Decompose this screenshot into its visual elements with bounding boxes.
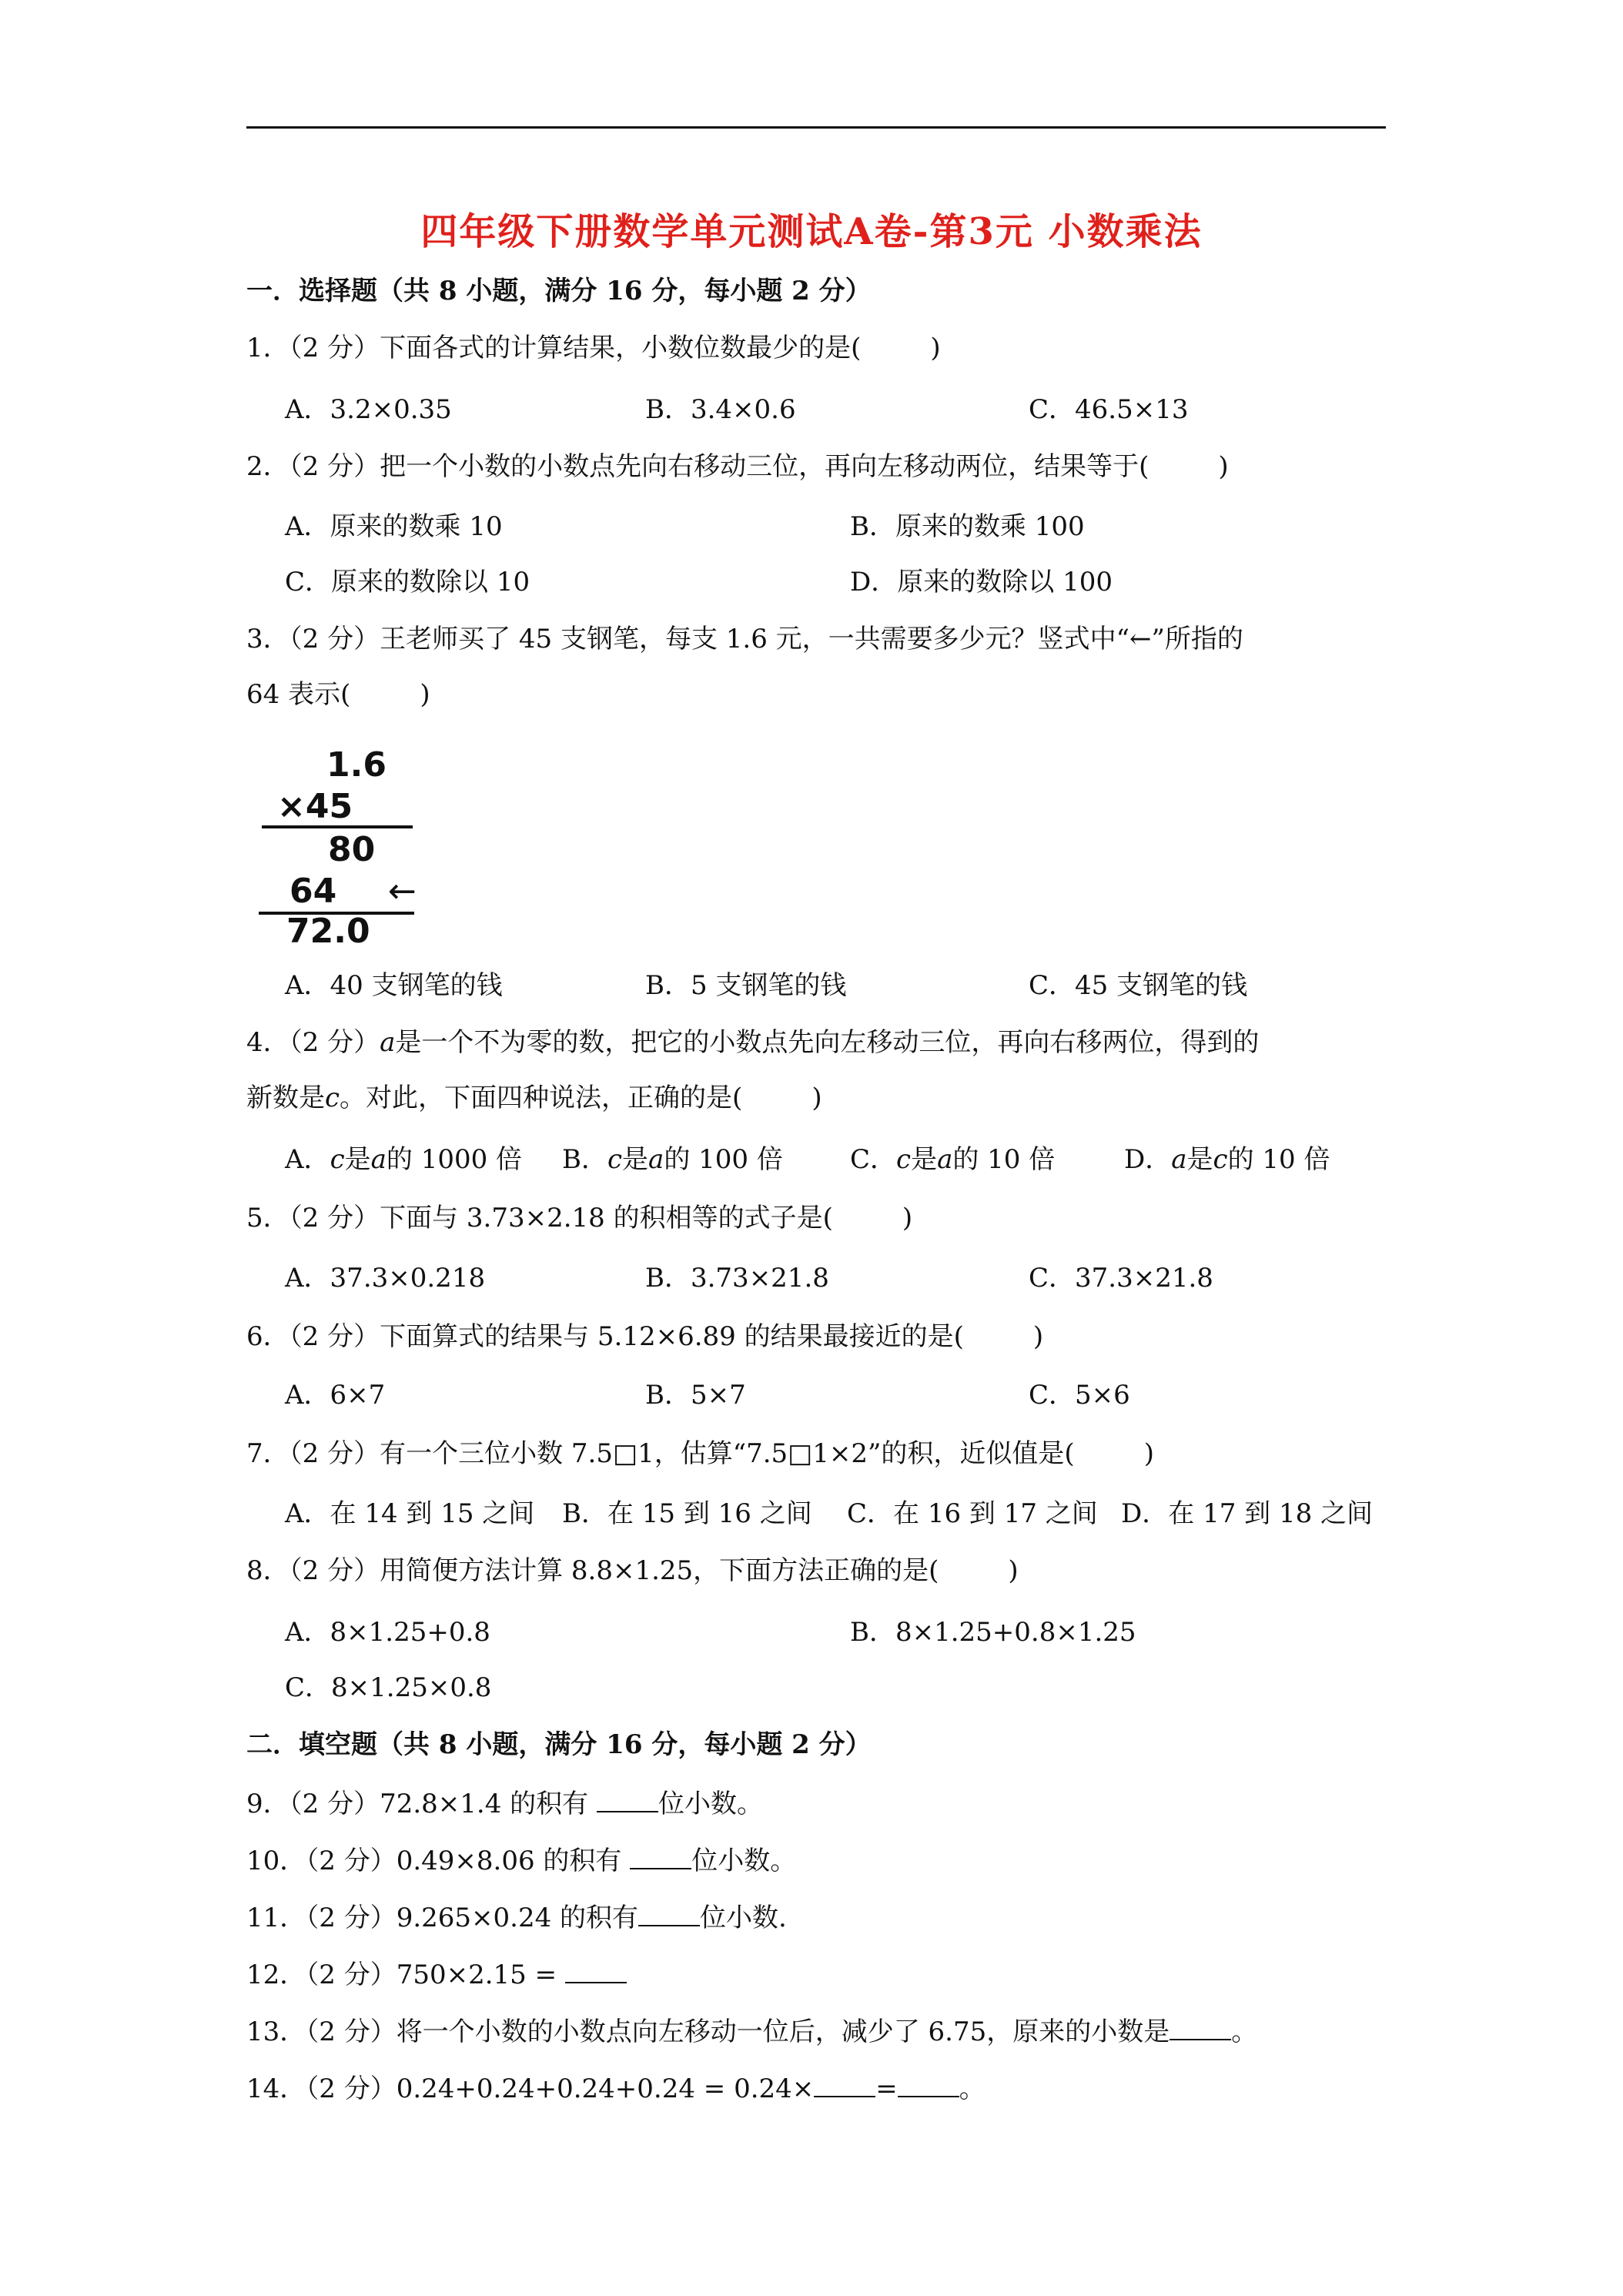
q4-option-d[interactable]: D．a是c的 10 倍 [1124,1144,1330,1175]
answer-blank[interactable] [565,1956,627,1983]
section-1-heading: 一．选择题（共 8 小题，满分 16 分，每小题 2 分） [246,276,872,306]
q4-option-b[interactable]: B．c是a的 100 倍 [562,1144,783,1175]
answer-blank[interactable] [597,1785,658,1812]
q6-option-c[interactable]: C．5×6 [1029,1380,1130,1411]
fig-product: 72.0 [286,912,370,949]
q7-option-c[interactable]: C．在 16 到 17 之间 [847,1498,1098,1529]
question-6: 6．（2 分）下面算式的结果与 5.12×6.89 的结果最接近的是( ) [246,1321,1044,1352]
answer-blank[interactable] [898,2070,959,2097]
arrow-icon: ← [388,872,417,911]
question-14: 14．（2 分）0.24+0.24+0.24+0.24 = 0.24× = 。 [246,2070,986,2106]
question-13: 13．（2 分）将一个小数的小数点向左移动一位后，减少了 6.75，原来的小数是 。 [246,2013,1257,2049]
q7-option-d[interactable]: D．在 17 到 18 之间 [1121,1498,1374,1529]
q1-option-b[interactable]: B．3.4×0.6 [645,394,796,425]
answer-blank[interactable] [638,1899,700,1926]
q4-option-c[interactable]: C．c是a的 10 倍 [850,1144,1056,1175]
question-1: 1．（2 分）下面各式的计算结果，小数位数最少的是( ) [246,333,941,363]
answer-blank[interactable] [1170,2013,1231,2040]
question-12: 12．（2 分）750×2.15 = [246,1956,627,1992]
question-7: 7．（2 分）有一个三位小数 7.5□1，估算“7.5□1×2”的积，近似值是( ) [246,1438,1154,1469]
question-3-line-1: 3．（2 分）王老师买了 45 支钢笔，每支 1.6 元，一共需要多少元？竖式中“←”所指的 [246,624,1243,654]
q2-option-d[interactable]: D．原来的数除以 100 [850,567,1113,597]
q2-option-c[interactable]: C．原来的数除以 10 [285,567,530,597]
q5-option-a[interactable]: A．37.3×0.218 [285,1263,486,1294]
question-10: 10．（2 分）0.49×8.06 的积有 位小数。 [246,1842,796,1878]
question-3-line-2: 64 表示( ) [246,679,430,710]
q6-option-b[interactable]: B．5×7 [645,1380,746,1411]
q1-option-a[interactable]: A．3.2×0.35 [285,394,452,425]
page-title: 四年级下册数学单元测试A卷-第3元 小数乘法 [420,210,1203,253]
q1-option-c[interactable]: C．46.5×13 [1029,394,1189,425]
q5-option-b[interactable]: B．3.73×21.8 [645,1263,829,1294]
q3-option-a[interactable]: A．40 支钢笔的钱 [285,970,503,1001]
question-8: 8．（2 分）用简便方法计算 8.8×1.25，下面方法正确的是( ) [246,1555,1019,1586]
answer-blank[interactable] [814,2070,875,2097]
q4-option-a[interactable]: A．c是a的 1000 倍 [285,1144,523,1175]
fig-partial-1: 80 [328,830,376,869]
fig-multiplicand: 1.6 [326,745,387,785]
question-2: 2．（2 分）把一个小数的小数点先向右移动三位，再向左移动两位，结果等于( ) [246,451,1229,482]
q2-option-b[interactable]: B．原来的数乘 100 [850,511,1085,542]
q3-option-b[interactable]: B．5 支钢笔的钱 [645,970,847,1001]
q6-option-a[interactable]: A．6×7 [285,1380,386,1411]
question-9: 9．（2 分）72.8×1.4 的积有 位小数。 [246,1785,763,1821]
question-4-line-1: 4．（2 分）a是一个不为零的数，把它的小数点先向左移动三位，再向右移两位，得到的 [246,1027,1260,1058]
q7-option-a[interactable]: A．在 14 到 15 之间 [285,1498,535,1529]
question-4-line-2: 新数是c。对此，下面四种说法，正确的是( ) [246,1083,822,1113]
section-2-heading: 二．填空题（共 8 小题，满分 16 分，每小题 2 分） [246,1729,872,1760]
fig-partial-2: 64 [289,872,337,911]
fig-multiplier: ×45 [277,787,353,826]
vertical-multiplication-figure [251,741,451,949]
q8-option-a[interactable]: A．8×1.25+0.8 [285,1617,490,1648]
question-11: 11．（2 分）9.265×0.24 的积有 位小数. [246,1899,787,1935]
header-rule [246,126,1386,129]
question-5: 5．（2 分）下面与 3.73×2.18 的积相等的式子是( ) [246,1203,913,1233]
q8-option-b[interactable]: B．8×1.25+0.8×1.25 [850,1617,1136,1648]
q8-option-c[interactable]: C．8×1.25×0.8 [285,1672,492,1703]
q7-option-b[interactable]: B．在 15 到 16 之间 [562,1498,812,1529]
q2-option-a[interactable]: A．原来的数乘 10 [285,511,503,542]
q5-option-c[interactable]: C．37.3×21.8 [1029,1263,1213,1294]
answer-blank[interactable] [630,1842,691,1869]
q3-option-c[interactable]: C．45 支钢笔的钱 [1029,970,1248,1001]
